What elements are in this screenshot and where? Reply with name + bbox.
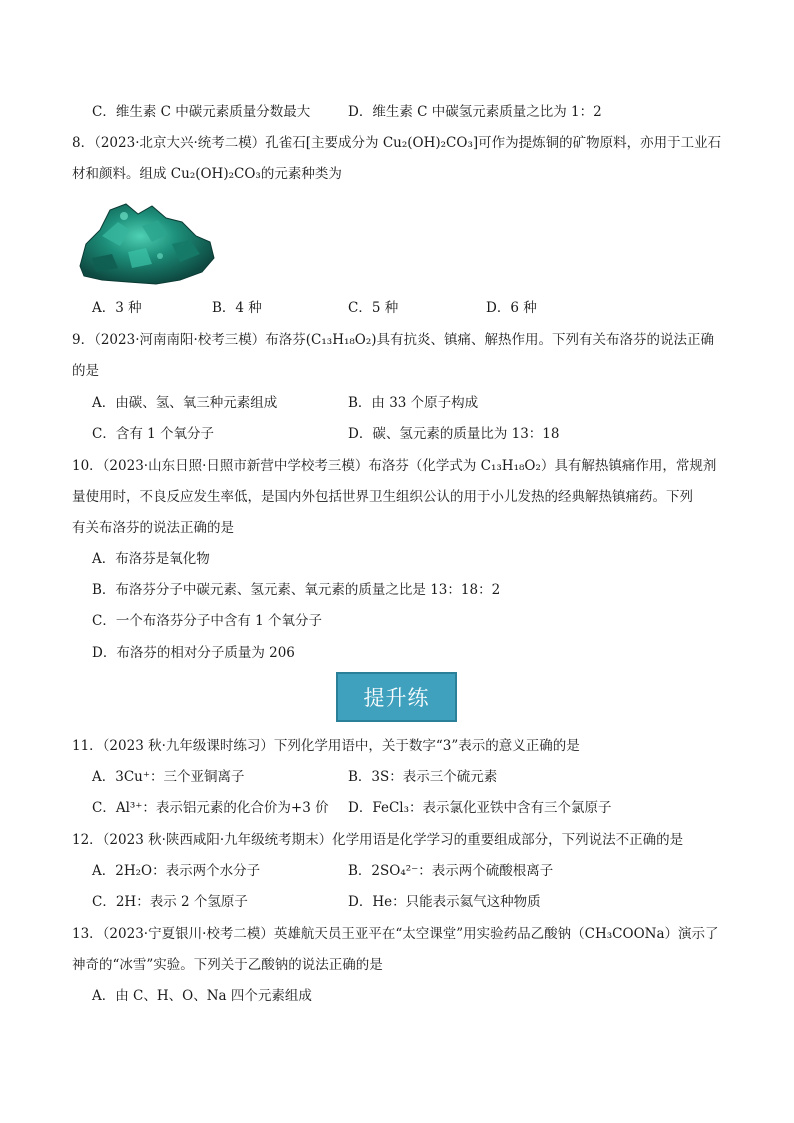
q13-option-a: A．由 C、H、O、Na 四个元素组成 <box>92 988 312 1004</box>
section-title: 提升练 <box>363 686 430 710</box>
q13-stem-line2: 神奇的“冰雪”实验。下列关于乙酸钠的说法正确的是 <box>72 957 383 973</box>
q9-stem-line2: 的是 <box>72 363 99 379</box>
malachite-image <box>72 196 220 288</box>
q10-option-b: B．布洛芬分子中碳元素、氢元素、氧元素的质量之比是 13：18：2 <box>92 582 501 598</box>
q9-option-a: A．由碳、氢、氧三种元素组成 <box>92 395 278 411</box>
q11-option-b: B．3S：表示三个硫元素 <box>348 769 498 785</box>
q7-option-c: C．维生素 C 中碳元素质量分数最大 <box>92 104 311 120</box>
q8-option-c: C．5 种 <box>348 300 399 316</box>
q8-stem-line2: 材和颜料。组成 Cu₂(OH)₂CO₃的元素种类为 <box>72 166 342 182</box>
q8-stem-line1: 8．（2023·北京大兴·统考二模）孔雀石[主要成分为 Cu₂(OH)₂CO₃]可作为提炼铜的矿物原料，亦用于工业石 <box>72 135 722 151</box>
q9-option-d: D．碳、氢元素的质量比为 13：18 <box>348 426 560 442</box>
q8-option-d: D．6 种 <box>486 300 537 316</box>
q11-option-d: D．FeCl₃：表示氯化亚铁中含有三个氯原子 <box>348 800 612 816</box>
q10-option-c: C．一个布洛芬分子中含有 1 个氧分子 <box>92 613 323 629</box>
q12-stem-line1: 12．（2023 秋·陕西咸阳·九年级统考期末）化学用语是化学学习的重要组成部分，下列说法不正确的是 <box>72 832 684 848</box>
q8-option-b: B．4 种 <box>212 300 262 316</box>
q8-option-a: A．3 种 <box>92 300 142 316</box>
q12-option-c: C．2H：表示 2 个氢原子 <box>92 894 248 910</box>
q12-option-a: A．2H₂O：表示两个水分子 <box>92 863 261 879</box>
q7-option-d: D．维生素 C 中碳氢元素质量之比为 1：2 <box>348 104 602 120</box>
section-header-box <box>336 672 457 722</box>
q12-option-d: D．He：只能表示氦气这种物质 <box>348 894 541 910</box>
q11-option-a: A．3Cu⁺：三个亚铜离子 <box>92 769 245 785</box>
q10-option-d: D．布洛芬的相对分子质量为 206 <box>92 645 295 661</box>
q11-option-c: C．Al³⁺：表示铝元素的化合价为+3 价 <box>92 800 329 816</box>
q13-stem-line1: 13．（2023·宁夏银川·校考二模）英雄航天员王亚平在“太空课堂”用实验药品乙酸钠（CH₃COONa）演示了 <box>72 926 719 942</box>
q9-option-c: C．含有 1 个氧分子 <box>92 426 215 442</box>
q10-stem-line3: 有关布洛芬的说法正确的是 <box>72 520 234 536</box>
q10-option-a: A．布洛芬是氧化物 <box>92 551 210 567</box>
q10-stem-line2: 量使用时，不良反应发生率低，是国内外包括世界卫生组织公认的用于小儿发热的经典解热镇痛药。下列 <box>72 489 693 505</box>
q9-option-b: B．由 33 个原子构成 <box>348 395 479 411</box>
q9-stem-line1: 9．（2023·河南南阳·校考三模）布洛芬(C₁₃H₁₈O₂)具有抗炎、镇痛、解热作用。下列有关布洛芬的说法正确 <box>72 332 715 348</box>
q11-stem-line1: 11．（2023 秋·九年级课时练习）下列化学用语中，关于数字“3”表示的意义正确的是 <box>72 738 580 754</box>
q12-option-b: B．2SO₄²⁻：表示两个硫酸根离子 <box>348 863 554 879</box>
q10-stem-line1: 10．（2023·山东日照·日照市新营中学校考三模）布洛芬（化学式为 C₁₃H₁₈O₂）具有解热镇痛作用，常规剂 <box>72 458 717 474</box>
